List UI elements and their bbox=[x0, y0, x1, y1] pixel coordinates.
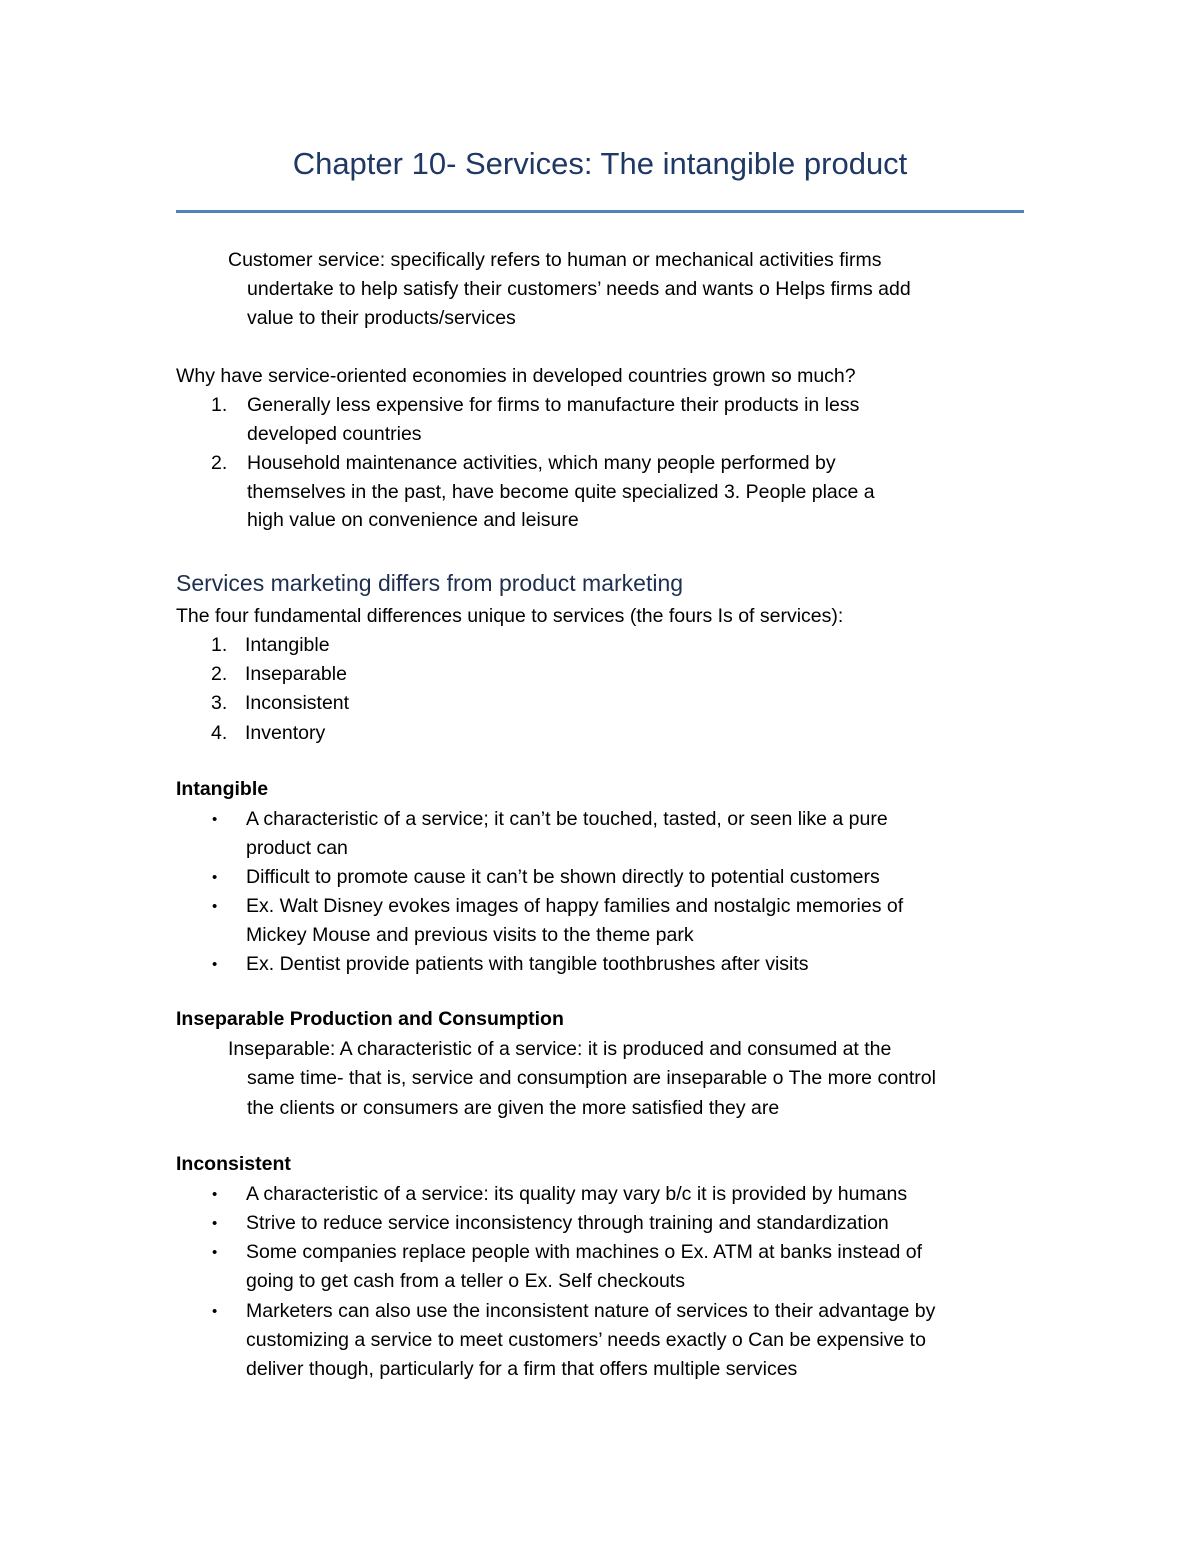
services-marketing-heading: Services marketing differs from product marketing bbox=[176, 570, 684, 596]
intangible-bullet-4: • bbox=[212, 956, 218, 973]
intangible-bullet-2: • bbox=[212, 869, 218, 886]
why-list-line-5: high value on convenience and leisure bbox=[247, 509, 579, 531]
intangible-line-5: Mickey Mouse and previous visits to the theme park bbox=[246, 924, 694, 946]
why-list-line-4: themselves in the past, have become quite specialized 3. People place a bbox=[247, 481, 875, 503]
inconsistent-line-3: Some companies replace people with machines o Ex. ATM at banks instead of bbox=[246, 1241, 922, 1263]
inconsistent-bullet-3: • bbox=[212, 1244, 218, 1261]
four-is-marker-3: 3. bbox=[211, 692, 228, 714]
page-title: Chapter 10- Services: The intangible product bbox=[292, 146, 908, 181]
intangible-bullet-3: • bbox=[212, 898, 218, 915]
intangible-heading: Intangible bbox=[176, 778, 269, 800]
four-is-item-1: Intangible bbox=[245, 634, 330, 656]
intangible-line-4: Ex. Walt Disney evokes images of happy families and nostalgic memories of bbox=[246, 895, 904, 917]
why-question: Why have service-oriented economies in developed countries grown so much? bbox=[176, 365, 856, 387]
why-list-line-1: Generally less expensive for firms to manufacture their products in less bbox=[247, 394, 860, 416]
intangible-line-6: Ex. Dentist provide patients with tangible toothbrushes after visits bbox=[246, 953, 809, 975]
four-is-marker-4: 4. bbox=[211, 722, 228, 744]
services-marketing-intro: The four fundamental differences unique to services (the fours Is of services): bbox=[176, 605, 844, 627]
inconsistent-line-7: deliver though, particularly for a firm that offers multiple services bbox=[246, 1358, 798, 1380]
intangible-line-3: Difficult to promote cause it can’t be shown directly to potential customers bbox=[246, 866, 880, 888]
four-is-item-3: Inconsistent bbox=[245, 692, 350, 714]
title-underline-rule bbox=[176, 210, 1024, 213]
inseparable-line-1: Inseparable: A characteristic of a service: it is produced and consumed at the bbox=[228, 1038, 892, 1060]
inconsistent-line-2: Strive to reduce service inconsistency through training and standardization bbox=[246, 1212, 889, 1234]
four-is-marker-2: 2. bbox=[211, 663, 228, 685]
inseparable-line-2: same time- that is, service and consumption are inseparable o The more control bbox=[247, 1067, 936, 1089]
customer-service-line-1: Customer service: specifically refers to human or mechanical activities firms bbox=[228, 249, 882, 271]
inconsistent-line-5: Marketers can also use the inconsistent nature of services to their advantage by bbox=[246, 1300, 936, 1322]
four-is-item-2: Inseparable bbox=[245, 663, 347, 685]
inconsistent-line-6: customizing a service to meet customers’ needs exactly o Can be expensive to bbox=[246, 1329, 926, 1351]
four-is-item-4: Inventory bbox=[245, 722, 326, 744]
why-list-marker-2: 2. bbox=[211, 452, 228, 474]
inconsistent-bullet-4: • bbox=[212, 1303, 218, 1320]
intangible-bullet-1: • bbox=[212, 811, 218, 828]
why-list-line-3: Household maintenance activities, which many people performed by bbox=[247, 452, 836, 474]
customer-service-line-2: undertake to help satisfy their customers’ needs and wants o Helps firms add bbox=[247, 278, 911, 300]
inconsistent-heading: Inconsistent bbox=[176, 1153, 291, 1175]
why-list-line-2: developed countries bbox=[247, 423, 422, 445]
inseparable-heading: Inseparable Production and Consumption bbox=[176, 1008, 564, 1030]
inconsistent-bullet-2: • bbox=[212, 1215, 218, 1232]
inseparable-line-3: the clients or consumers are given the more satisfied they are bbox=[247, 1097, 780, 1119]
inconsistent-line-4: going to get cash from a teller o Ex. Self checkouts bbox=[246, 1270, 685, 1292]
inconsistent-bullet-1: • bbox=[212, 1186, 218, 1203]
why-list-marker-1: 1. bbox=[211, 394, 228, 416]
four-is-marker-1: 1. bbox=[211, 634, 228, 656]
inconsistent-line-1: A characteristic of a service: its quality may vary b/c it is provided by humans bbox=[246, 1183, 908, 1205]
customer-service-line-3: value to their products/services bbox=[247, 307, 516, 329]
intangible-line-1: A characteristic of a service; it can’t be touched, tasted, or seen like a pure bbox=[246, 808, 888, 830]
intangible-line-2: product can bbox=[246, 837, 348, 859]
